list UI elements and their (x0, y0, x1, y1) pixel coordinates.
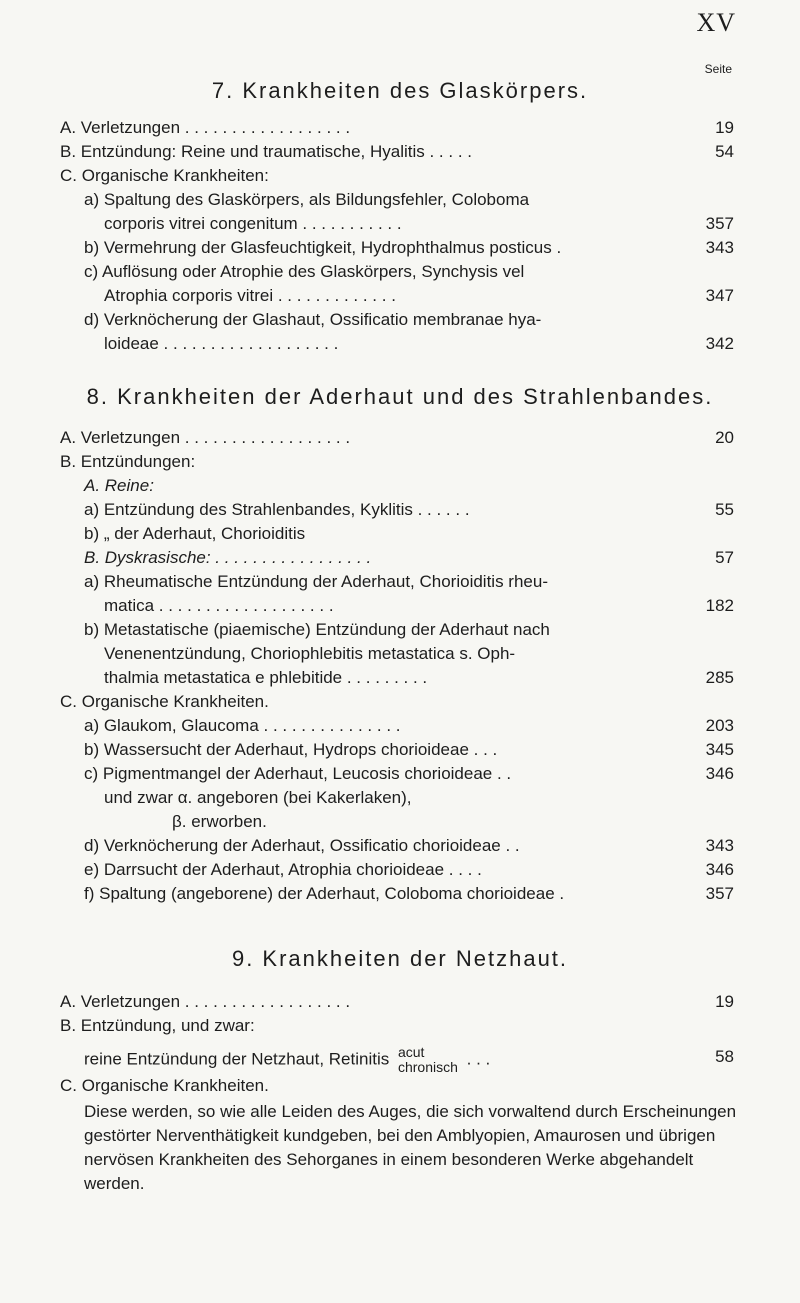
toc-entry: B. Entzündungen: (60, 452, 196, 471)
toc-entry: A. Verletzungen . . . . . . . . . . . . . . . . . . 19 (60, 992, 734, 1011)
toc-entry: A. Verletzungen . . . . . . . . . . . . . . . . . . 20 (60, 428, 734, 447)
toc-entry: matica . . . . . . . . . . . . . . . . . . . 182 (104, 596, 734, 615)
section-8-title: 8. Krankheiten der Aderhaut und des Strahlenbandes. (86, 384, 714, 409)
toc-entry: B. Entzündung: Reine und traumatische, Hyalitis . . . . . 54 (60, 142, 734, 161)
toc-entry: a) Entzündung des Strahlenbandes, Kyklitis . . . . . . 55 (84, 500, 734, 519)
toc-entry: a) Spaltung des Glaskörpers, als Bildungsfehler, Coloboma (84, 190, 530, 209)
toc-entry: f) Spaltung (angeborene) der Aderhaut, Coloboma chorioideae . 357 (84, 884, 734, 903)
toc-entry: β. erworben. (172, 812, 267, 831)
section-9-title: 9. Krankheiten der Netzhaut. (231, 946, 569, 971)
toc-entry: B. Entzündung, und zwar: (60, 1016, 255, 1035)
page-number: XV (696, 8, 736, 37)
toc-entry: und zwar α. angeboren (bei Kakerlaken), (104, 788, 412, 807)
toc-entry: loideae . . . . . . . . . . . . . . . . . . . 342 (104, 334, 734, 353)
toc-entry: b) Metastatische (piaemische) Entzündung der Aderhaut nach (84, 620, 550, 639)
toc-entry: C. Organische Krankheiten. (60, 692, 269, 711)
toc-entry: b) „ der Aderhaut, Chorioiditis (84, 524, 306, 543)
toc-entry: C. Organische Krankheiten: (60, 166, 269, 185)
toc-entry: a) Glaukom, Glaucoma . . . . . . . . . . . . . . . 203 (84, 716, 734, 735)
toc-entry: B. Dyskrasische: . . . . . . . . . . . . . . . . . 57 (84, 548, 734, 567)
toc-entry: c) Pigmentmangel der Aderhaut, Leucosis chorioideae . . 346 (84, 764, 734, 783)
toc-entry: Atrophia corporis vitrei . . . . . . . . . . . . . 347 (104, 286, 734, 305)
toc-entry: d) Verknöcherung der Aderhaut, Ossificatio chorioideae . . 343 (84, 836, 734, 855)
toc-entry: Venenentzündung, Choriophlebitis metastatica s. Oph- (104, 644, 516, 663)
brace-group: acut chronisch (397, 1044, 458, 1075)
toc-entry: a) Rheumatische Entzündung der Aderhaut, Chorioiditis rheu- (84, 572, 548, 591)
toc-entry: b) Vermehrung der Glasfeuchtigkeit, Hydrophthalmus posticus . 343 (84, 238, 734, 257)
toc-entry: A. Verletzungen . . . . . . . . . . . . . . . . . . 19 (60, 118, 734, 137)
toc-entry: c) Auflösung oder Atrophie des Glaskörpers, Synchysis vel (84, 262, 525, 281)
closing-paragraph: Diese werden, so wie alle Leiden des Auges, die sich vorwaltend durch Erscheinungen gestörter Nerventhätigkeit kundgeben, bei den Amblyopien, Amaurosen und übrigen nervösen Krankheiten des Sehorganes in einem besonderen Werke abgehandelt werden. (84, 1102, 737, 1193)
toc-entry: d) Verknöcherung der Glashaut, Ossificatio membranae hya- (84, 310, 542, 329)
section-7-title: 7. Krankheiten des Glaskörpers. (211, 78, 589, 103)
toc-entry: thalmia metastatica e phlebitide . . . . . . . . . 285 (104, 668, 734, 687)
toc-entry: A. Reine: (84, 476, 154, 495)
toc-entry-retinitis: reine Entzündung der Netzhaut, Retinitis acut chronisch . . . 58 (84, 1044, 734, 1075)
toc-entry: b) Wassersucht der Aderhaut, Hydrops chorioideae . . . 345 (84, 740, 734, 759)
toc-entry: C. Organische Krankheiten. (60, 1076, 269, 1095)
toc-entry: corporis vitrei congenitum . . . . . . . . . . . 357 (104, 214, 734, 233)
seite-label: Seite (704, 62, 732, 76)
toc-entry: e) Darrsucht der Aderhaut, Atrophia chorioideae . . . . 346 (84, 860, 734, 879)
